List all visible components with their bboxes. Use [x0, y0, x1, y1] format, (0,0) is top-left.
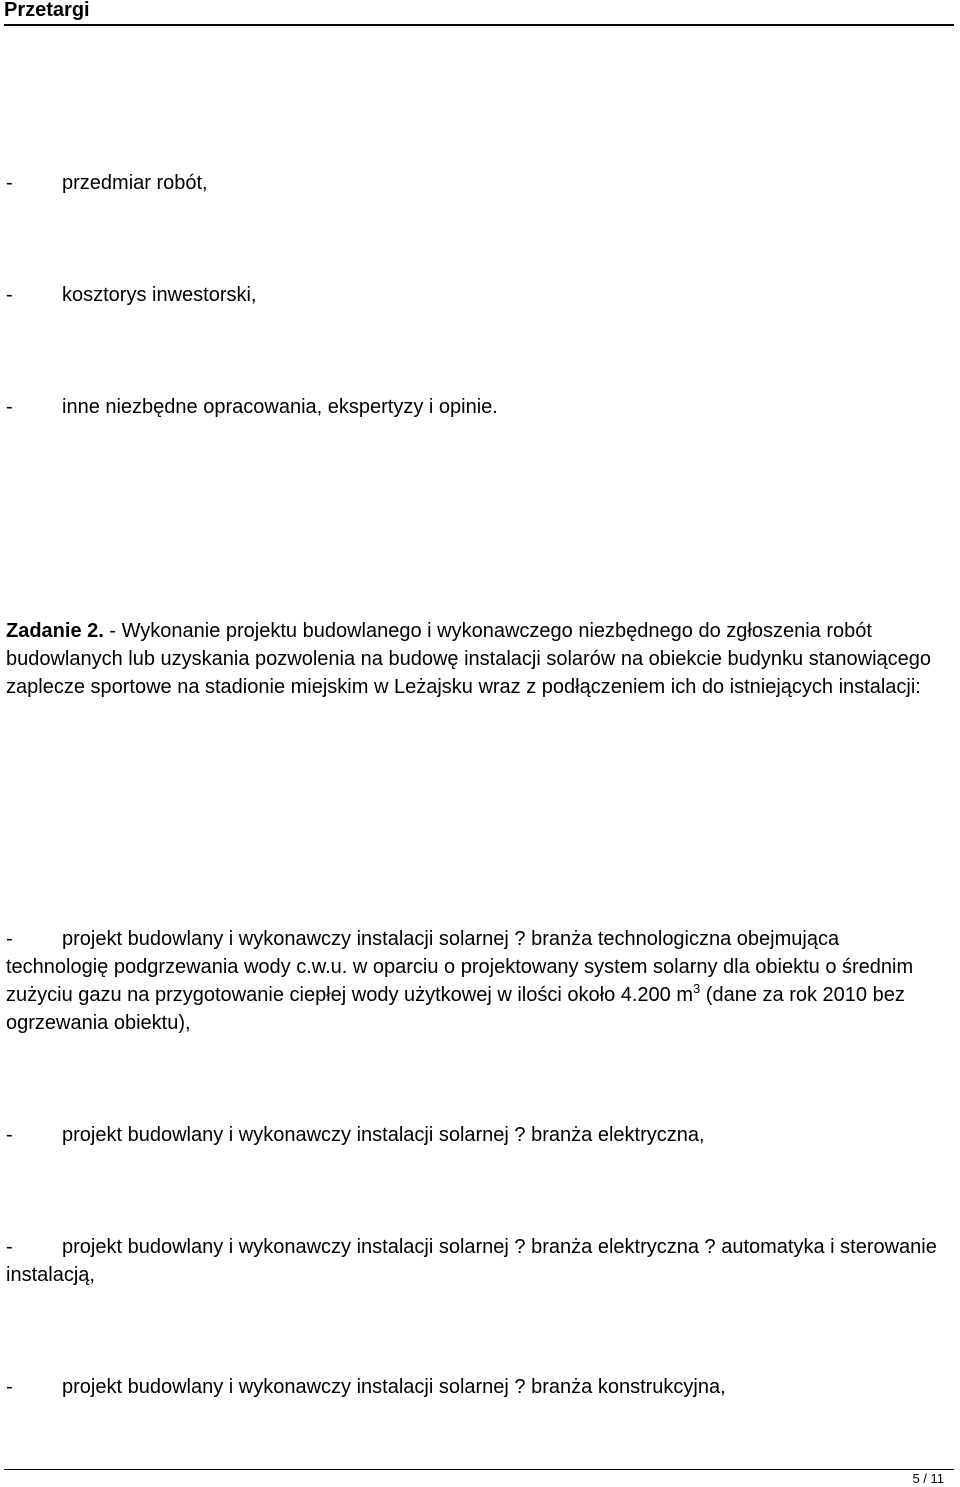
list-item-technologiczna	[6, 925, 940, 1037]
task-label: Zadanie 2.	[6, 620, 104, 642]
list-item-text: kosztorys inwestorski,	[62, 284, 257, 306]
page-header-title: Przetargi	[4, 0, 90, 21]
list-item-text: przedmiar robót,	[62, 172, 208, 194]
list-item-elektryczna	[6, 1121, 940, 1149]
list-dash: -	[6, 1124, 13, 1146]
list-dash: -	[6, 172, 13, 194]
page-number: 5 / 11	[912, 1471, 944, 1486]
list-item-text-cont: (dane za rok 2010 bez ogrzewania obiektu),	[6, 984, 905, 1034]
list-item-text: projekt budowlany i wykonawczy instalacji solarnej ? branża elektryczna,	[62, 1124, 705, 1146]
list-item-opracowania	[6, 393, 940, 421]
list-dash: -	[6, 284, 13, 306]
list-item-automatyka	[6, 1233, 940, 1289]
list-item-text: projekt budowlany i wykonawczy instalacji solarnej ? branża konstrukcyjna,	[62, 1376, 726, 1398]
list-item-kosztorys	[6, 281, 940, 309]
list-item-przedmiar	[6, 169, 940, 197]
header-divider	[4, 24, 954, 26]
list-item-konstrukcyjna	[6, 1373, 940, 1401]
list-item-text: projekt budowlany i wykonawczy instalacji solarnej ? branża elektryczna ? automatyka i sterowanie instalacją,	[6, 1236, 937, 1286]
list-dash: -	[6, 928, 13, 950]
footer-divider	[4, 1469, 954, 1470]
list-dash: -	[6, 1236, 13, 1258]
list-dash: -	[6, 396, 13, 418]
task-paragraph	[6, 617, 940, 701]
list-item-text: inne niezbędne opracowania, ekspertyzy i opinie.	[62, 396, 498, 418]
list-dash: -	[6, 1376, 13, 1398]
task-description: - Wykonanie projektu budowlanego i wykonawczego niezbędnego do zgłoszenia robót budowlanych lub uzyskania pozwolenia na budowę instalacji solarów na obiekcie budynku stanowiącego zaplecze sportowe na stadionie miejskim w Leżajsku wraz z podłączeniem ich do istniejących instalacji:	[6, 620, 932, 698]
superscript-exponent: 3	[693, 981, 701, 996]
list-item-text: projekt budowlany i wykonawczy instalacji solarnej ? branża technologiczna obejmująca technologię podgrzewania wody c.w.u. w oparciu o projektowany system solarny dla obiektu o średnim zużyciu gazu na przygotowanie ciepłej wody użytkowej w ilości około 4.200 m	[6, 928, 914, 1006]
